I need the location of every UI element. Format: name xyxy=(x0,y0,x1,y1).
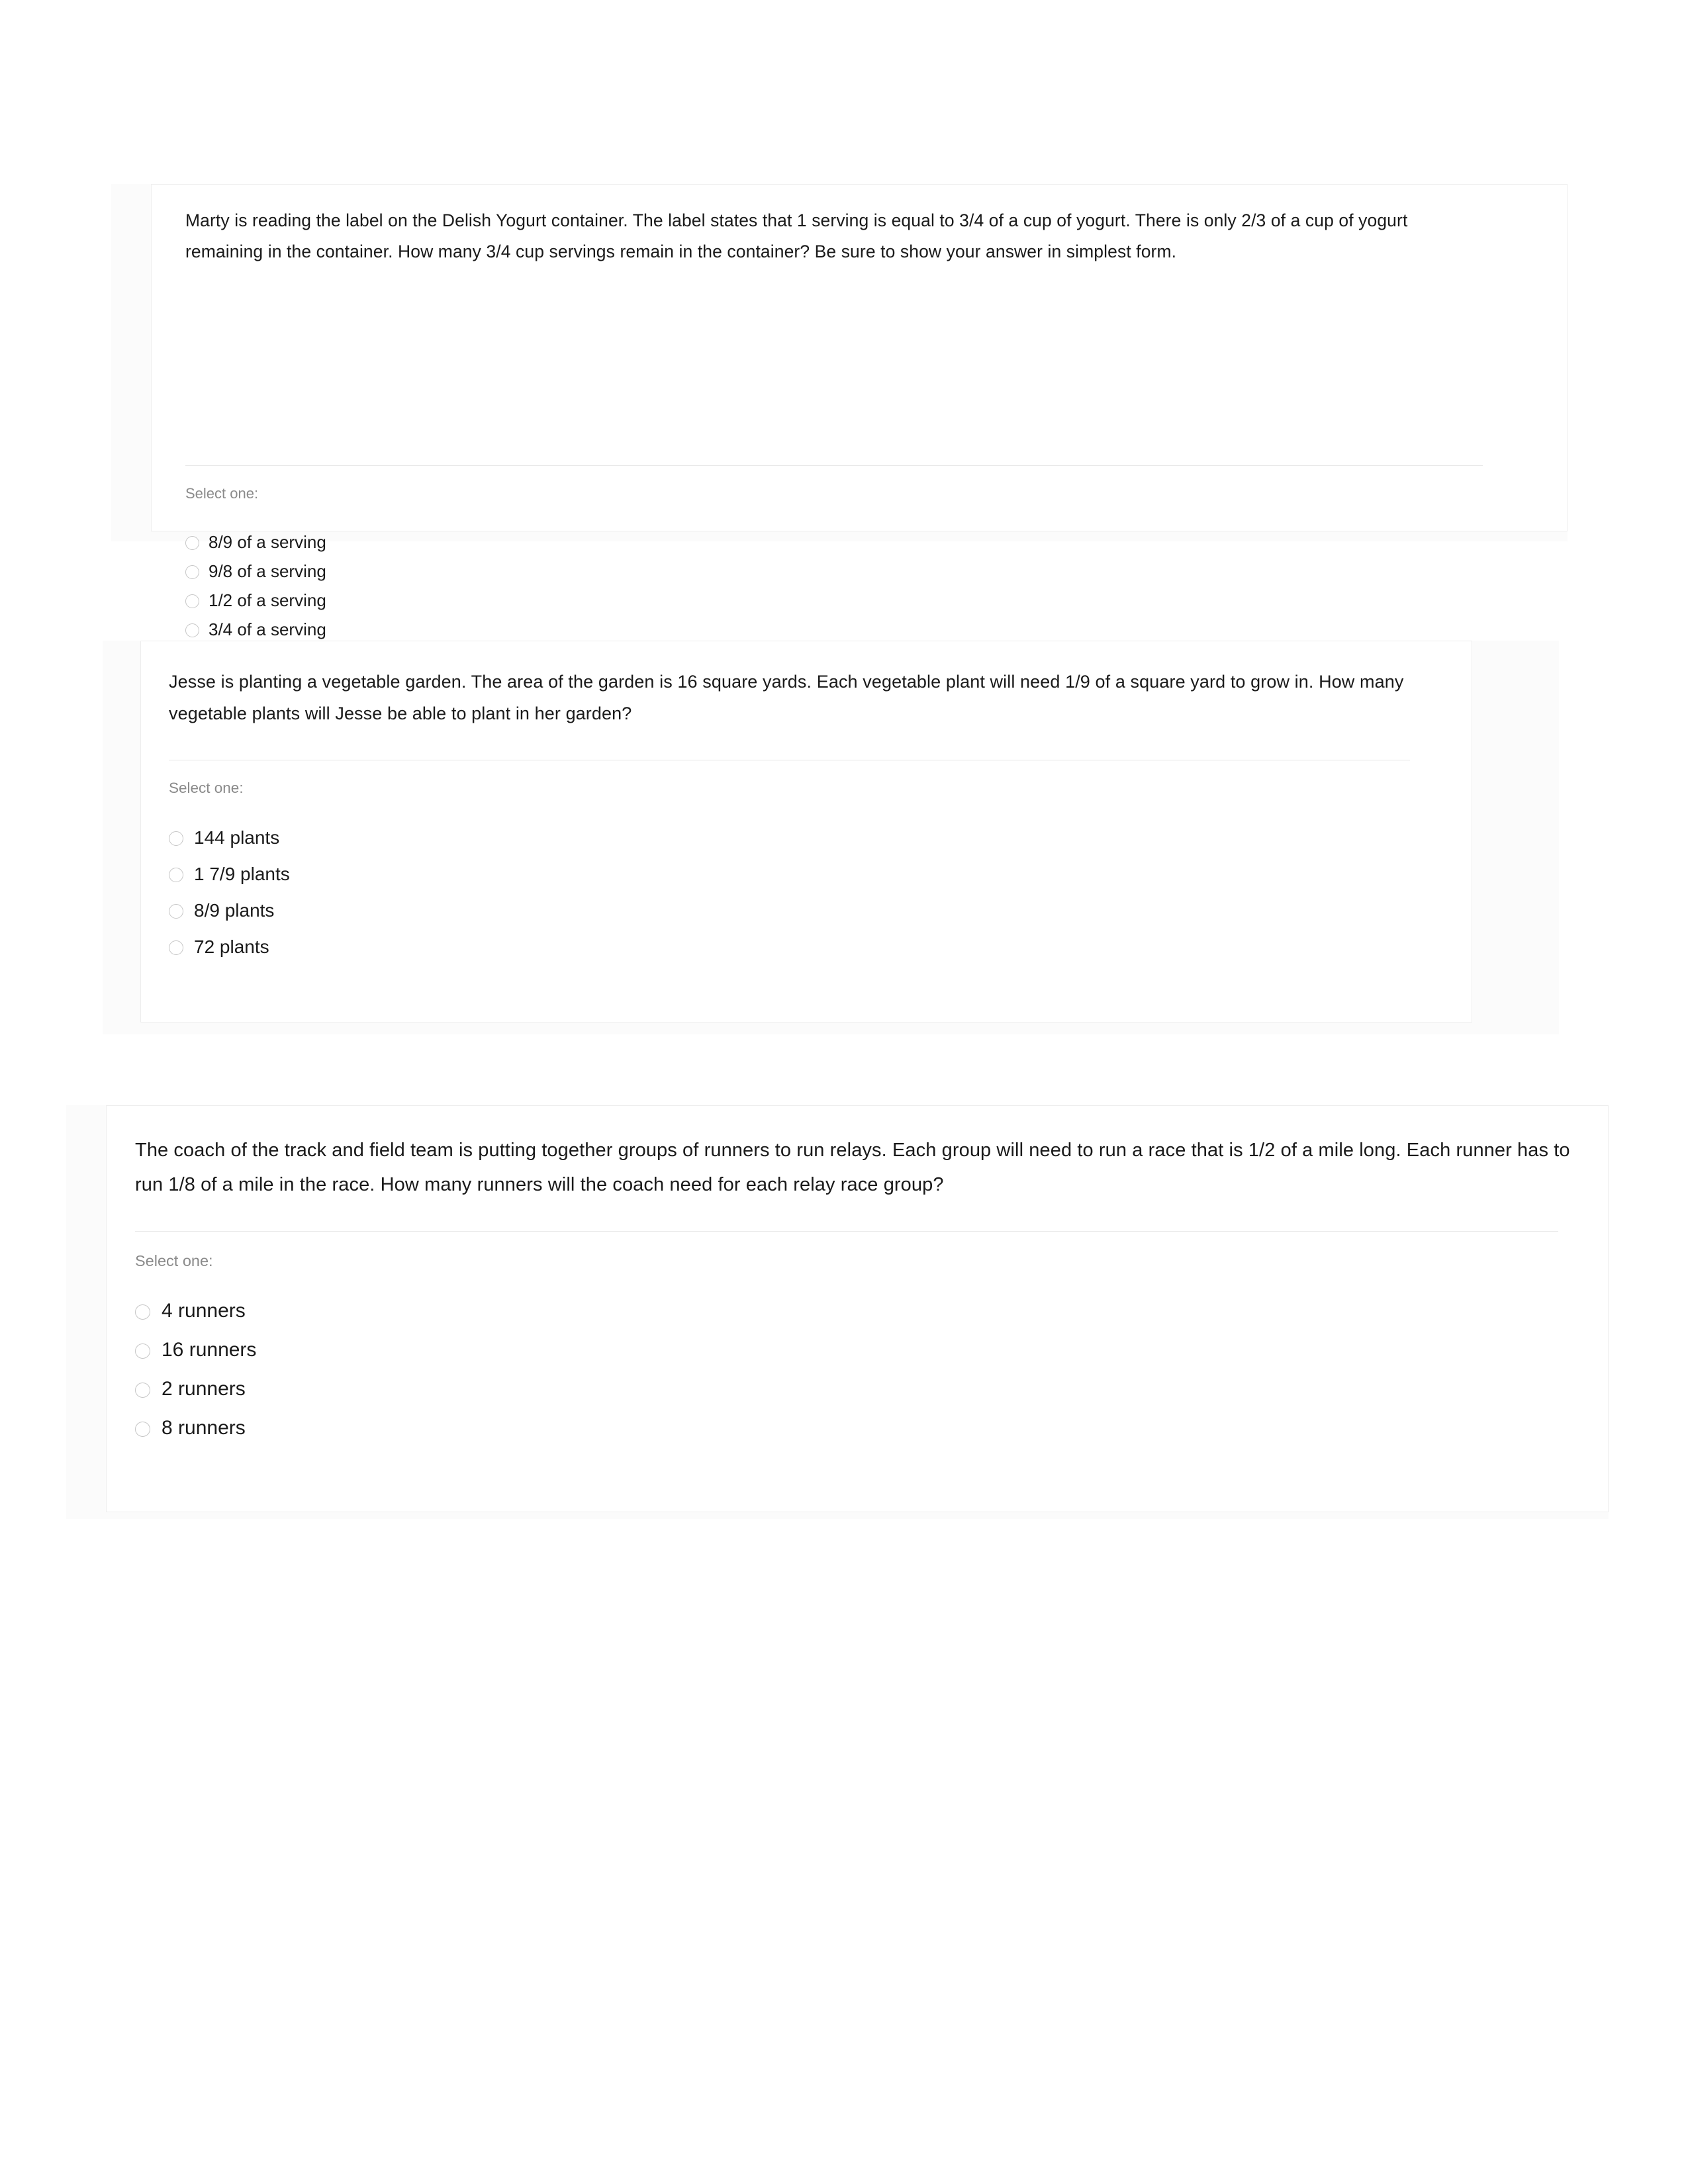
option-row[interactable] xyxy=(169,862,290,886)
question-card-2 xyxy=(103,641,1559,1034)
option-row[interactable] xyxy=(185,561,326,582)
radio-button-icon[interactable] xyxy=(135,1422,150,1437)
option-label: 8 runners xyxy=(162,1417,246,1439)
option-label: 144 plants xyxy=(194,827,280,848)
option-row[interactable] xyxy=(135,1416,256,1441)
radio-button-icon[interactable] xyxy=(169,868,183,882)
question-3-divider xyxy=(135,1231,1558,1232)
question-3-options xyxy=(135,1298,256,1455)
radio-button-icon[interactable] xyxy=(185,594,199,608)
radio-button-icon[interactable] xyxy=(169,831,183,846)
radio-button-icon[interactable] xyxy=(135,1304,150,1320)
question-1-options xyxy=(185,531,326,648)
option-label: 2 runners xyxy=(162,1378,246,1400)
radio-button-icon[interactable] xyxy=(169,904,183,919)
option-row[interactable] xyxy=(135,1377,256,1402)
radio-button-icon[interactable] xyxy=(185,536,199,550)
question-2-text: Jesse is planting a vegetable garden. The area of the garden is 16 square yards. Each vegetable plant will need 1/9 of a square yard to grow in. How many vegetable plants will Jesse be able to plant in her garden? xyxy=(169,672,1404,723)
option-label: 1/2 of a serving xyxy=(209,590,326,610)
option-row[interactable] xyxy=(135,1298,256,1324)
question-2-select-label: Select one: xyxy=(169,780,244,796)
question-card-3 xyxy=(66,1105,1609,1519)
option-label: 16 runners xyxy=(162,1339,257,1361)
option-row[interactable] xyxy=(185,590,326,612)
option-label: 3/4 of a serving xyxy=(209,619,326,639)
radio-button-icon[interactable] xyxy=(135,1383,150,1398)
question-1-select-label: Select one: xyxy=(185,485,259,502)
option-label: 8/9 of a serving xyxy=(209,532,326,552)
option-label: 1 7/9 plants xyxy=(194,864,290,884)
option-label: 72 plants xyxy=(194,936,269,957)
option-row[interactable] xyxy=(135,1338,256,1363)
option-label: 4 runners xyxy=(162,1300,246,1322)
option-row[interactable] xyxy=(169,935,290,959)
option-row[interactable] xyxy=(169,899,290,923)
option-label: 8/9 plants xyxy=(194,900,275,921)
radio-button-icon[interactable] xyxy=(135,1343,150,1359)
option-row[interactable] xyxy=(169,826,290,850)
radio-button-icon[interactable] xyxy=(185,565,199,579)
radio-button-icon[interactable] xyxy=(185,623,199,637)
option-row[interactable] xyxy=(185,619,326,641)
question-card-1 xyxy=(111,184,1568,639)
question-1-text: Marty is reading the label on the Delish Yogurt container. The label states that 1 serving is equal to 3/4 of a cup of yogurt. There is only 2/3 of a cup of yogurt remaining in the container. How many 3/4 cup servings remain in the container? Be sure to show your answer in simplest form. xyxy=(185,210,1408,261)
question-3-select-label: Select one: xyxy=(135,1252,213,1269)
question-3-text: The coach of the track and field team is putting together groups of runners to run relays. Each group will need to run a race that is 1/2 of a mile long. Each runner has to run 1/8 of a mile in the race. How many runners will the coach need for each relay race group? xyxy=(135,1140,1570,1195)
option-label: 9/8 of a serving xyxy=(209,561,326,581)
radio-button-icon[interactable] xyxy=(169,940,183,955)
question-1-divider xyxy=(185,465,1483,466)
question-2-options xyxy=(169,826,290,972)
option-row[interactable] xyxy=(185,531,326,553)
